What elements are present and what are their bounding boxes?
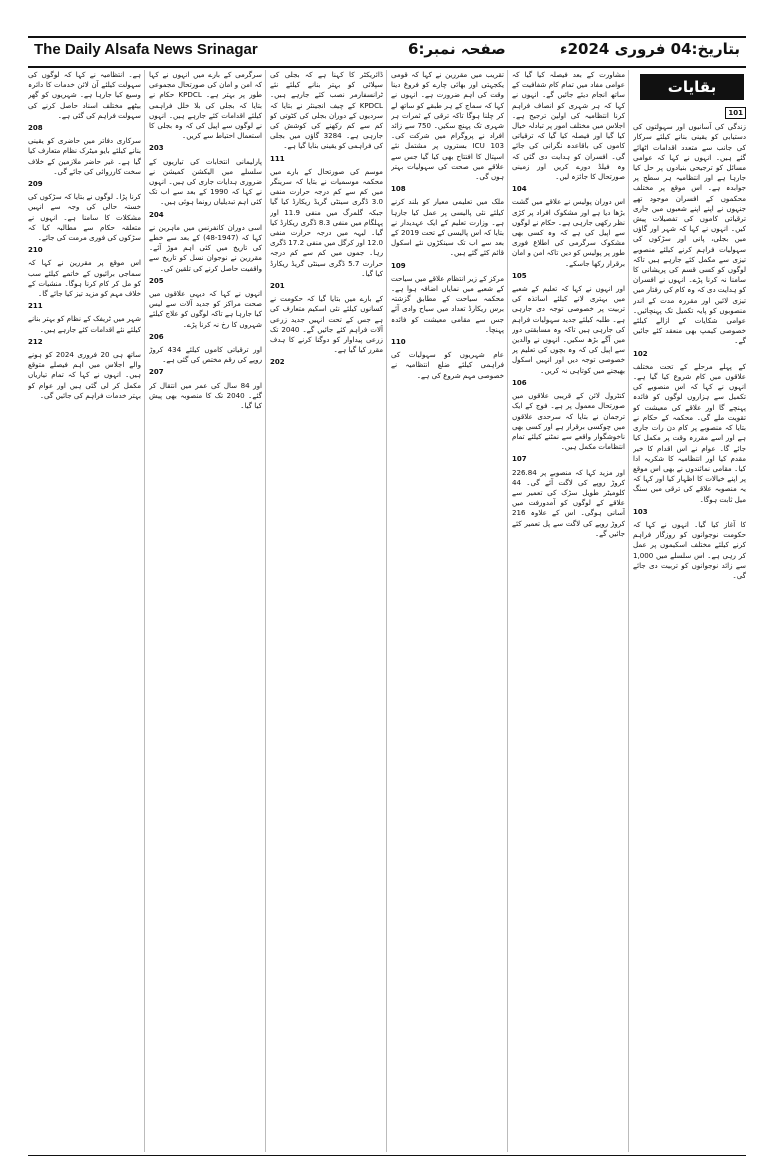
story-number: 110	[391, 338, 406, 347]
newspaper-name: The Daily Alsafa News Srinagar	[34, 41, 258, 58]
article-text: اور مزید کہا کہ منصوبے پر 226.84 کروڑ روپے کی لاگت آئے گی۔ 44 کلومیٹر طویل سڑک کی تعمیر سے علاقے کے لوگوں کو آمدورفت میں آسانی ہوگی۔ اس کے علاوہ 216 کروڑ روپے کی لاگت سے پل تعمیر کئے جائیں گے۔	[512, 467, 625, 538]
article-text: موسم کی صورتحال کے بارے میں محکمہ موسمیات نے بتایا کہ سرینگر میں کم سے کم درجہ حرارت منفی 3.0 ڈگری سینٹی گریڈ ریکارڈ کیا گیا جبکہ گلمرگ میں منفی 11.9 اور پہلگام میں منفی 8.3 ڈگری ریکارڈ کیا گیا۔ لیہہ میں درجہ حرارت منفی 12.0 اور کرگل میں منفی 17.2 ڈگری رہا۔ جموں میں کم سے کم درجہ حرارت 5.7 ڈگری سینٹی گریڈ ریکارڈ کیا گیا۔	[270, 166, 383, 278]
article-text: اس موقع پر مقررین نے کہا کہ سماجی برائیوں کے خاتمے کیلئے سب کو مل کر کام کرنا ہوگا۔ منشیات کے خلاف مہم کو مزید تیز کیا جائے گا۔	[28, 258, 141, 299]
page-number: صفحہ نمبر:6	[408, 40, 506, 58]
story-number: 211	[28, 302, 43, 311]
story-number: 209	[28, 180, 43, 189]
story-number: 101	[725, 107, 746, 119]
story-number: 105	[512, 271, 527, 280]
article-column-6	[28, 70, 141, 1152]
column-divider	[144, 70, 145, 1152]
story-number: 106	[512, 378, 527, 387]
article-column-1	[633, 106, 746, 1152]
article-column-2	[512, 70, 625, 1152]
article-text: کرنا پڑا۔ لوگوں نے بتایا کہ سڑکوں کی خستہ حالی کی وجہ سے انہیں مشکلات کا سامنا ہے۔ انہوں نے متعلقہ حکام سے مطالبہ کیا کہ سڑکوں کی فوری مرمت کی جائے۔	[28, 192, 141, 243]
column-divider	[386, 70, 387, 1152]
article-text: اور انہوں نے کہا کہ تعلیم کے شعبے میں بہتری لانے کیلئے اساتذہ کی تربیت پر خصوصی توجہ دی جارہی ہے۔ طلبہ کیلئے جدید سہولیات فراہم کی جارہی ہیں تاکہ وہ مسابقتی دور میں آگے بڑھ سکیں۔ انہوں نے والدین سے اپیل کی کہ وہ بچوں کی تعلیم پر خصوصی توجہ دیں اور انہیں اسکول بھیجنے میں کوتاہی نہ کریں۔	[512, 284, 625, 375]
article-text: ملک میں تعلیمی معیار کو بلند کرنے کیلئے نئی پالیسی پر عمل کیا جارہا ہے۔ وزارت تعلیم کے ایک عہدیدار نے بتایا کہ اس پالیسی کے تحت 2019 کے بعد سے اب تک سینکڑوں نئے اسکول قائم کئے گئے ہیں۔	[391, 197, 504, 258]
story-number: 104	[512, 185, 527, 194]
story-number: 207	[149, 368, 164, 377]
article-text: انہوں نے کہا کہ دیہی علاقوں میں صحت مراکز کو جدید آلات سے لیس کیا جارہا ہے تاکہ لوگوں کو علاج کیلئے شہروں کا رخ نہ کرنا پڑے۔	[149, 289, 262, 329]
article-text: پارلیمانی انتخابات کی تیاریوں کے سلسلے میں الیکشن کمیشن نے ضروری ہدایات جاری کی ہیں۔ انہوں نے کہا کہ 1990 کے بعد سے اب تک کئی اہم تبدیلیاں رونما ہوئی ہیں۔	[149, 156, 262, 207]
article-text: ساتھ ہی 20 فروری 2024 کو ہونے والے اجلاس میں اہم فیصلے متوقع ہیں۔ انہوں نے کہا کہ تمام تیاریاں مکمل کر لی گئی ہیں اور عوام کو بہتر خدمات فراہم کی جائیں گی۔	[28, 350, 141, 400]
story-number: 111	[270, 154, 285, 163]
publication-date: بتاریخ:04 فروری 2024ء	[559, 40, 740, 58]
column-divider	[628, 70, 629, 1152]
story-number: 203	[149, 144, 164, 153]
story-number: 102	[633, 349, 648, 358]
article-text: زندگی کی آسانیوں اور سہولتوں کی دستیابی کو یقینی بنانے کیلئے سرکار کی جانب سے متعدد اقدامات اٹھائے گئے ہیں۔ انہوں نے کہا کہ عوامی مسائل کو ترجیحی بنیادوں پر حل کیا جارہا ہے اور انتظامیہ ہر سطح پر جوابدہ ہے۔ اس موقع پر مختلف محکموں کے افسران موجود تھے جنہوں نے اپنے اپنے شعبوں میں جاری ترقیاتی کاموں کی تفصیلات پیش کیں۔ انہوں نے کہا کہ شہر اور گاؤں میں بجلی، پانی اور سڑکوں کی سہولیات فراہم کرنے کیلئے منصوبے تیزی سے مکمل کئے جارہے ہیں تاکہ لوگوں کو کسی قسم کی پریشانی کا سامنا نہ کرنا پڑے۔ انہوں نے افسران کو ہدایت دی کہ وہ کام کی رفتار میں تیزی لائیں اور مقررہ مدت کے اندر منصوبوں کو پایہ تکمیل تک پہنچائیں۔ عوامی شکایات کے ازالے کیلئے خصوصی کیمپ بھی منعقد کئے جائیں گے۔	[633, 122, 746, 346]
column-divider	[507, 70, 508, 1152]
story-number: 103	[633, 507, 648, 516]
story-number: 201	[270, 282, 285, 291]
article-text: شہر میں ٹریفک کے نظام کو بہتر بنانے کیلئے نئے اقدامات کئے جارہے ہیں۔	[28, 314, 141, 334]
bottom-rule	[28, 1155, 746, 1156]
story-number: 206	[149, 332, 164, 341]
newspaper-page	[28, 26, 746, 1156]
story-number: 205	[149, 276, 164, 285]
article-text: مشاورت کے بعد فیصلہ کیا گیا کہ عوامی مفاد میں تمام کام شفافیت کے ساتھ انجام دیئے جائیں گے۔ انہوں نے کہا کہ ہر شہری کو انصاف فراہم کرنا انتظامیہ کی اولین ترجیح ہے۔ اجلاس میں مختلف امور پر تبادلہ خیال کیا گیا اور فیصلہ کیا گیا کہ ترقیاتی کاموں کی باقاعدہ نگرانی کی جائے گی۔ افسران کو ہدایت دی گئی کہ وہ فیلڈ دورے کریں اور زمینی صورتحال کا جائزہ لیں۔	[512, 70, 625, 182]
masthead	[28, 36, 746, 68]
story-number: 109	[391, 261, 406, 270]
story-number: 212	[28, 337, 43, 346]
article-text: اس دوران پولیس نے علاقے میں گشت بڑھا دیا ہے اور مشکوک افراد پر کڑی نظر رکھی جارہی ہے۔ حکام نے لوگوں سے اپیل کی ہے کہ وہ کسی بھی مشکوک سرگرمی کی اطلاع فوری طور پر پولیس کو دیں تاکہ امن و امان برقرار رکھا جاسکے۔	[512, 197, 625, 268]
article-column-3	[391, 70, 504, 1152]
article-text: تقریب میں مقررین نے کہا کہ قومی یکجہتی اور بھائی چارے کو فروغ دینا وقت کی اہم ضرورت ہے۔ انہوں نے کہا کہ سماج کے ہر طبقے کو ساتھ لے کر چلنا ہوگا تاکہ ترقی کے ثمرات ہر شہری تک پہنچ سکیں۔ 750 سے زائد افراد نے پروگرام میں شرکت کی۔ ICU 103 بستروں پر مشتمل نئے اسپتال کا افتتاح بھی کیا گیا جس سے علاقے میں صحت کی سہولیات بہتر ہوں گی۔	[391, 70, 504, 182]
article-text: کنٹرول لائن کے قریبی علاقوں میں صورتحال معمول پر ہے۔ فوج کے ایک ترجمان نے بتایا کہ سرحدی علاقوں میں چوکسی برقرار ہے اور کسی بھی ناخوشگوار واقعے سے نمٹنے کیلئے تمام انتظامات مکمل ہیں۔	[512, 391, 625, 452]
story-number: 108	[391, 185, 406, 194]
article-text: اور 84 سال کی عمر میں انتقال کر گئے۔ 2040 تک کا منصوبہ بھی پیش کیا گیا۔	[149, 380, 262, 411]
article-text: ڈائریکٹر کا کہنا ہے کہ بجلی کی سپلائی کو بہتر بنانے کیلئے نئے ٹرانسفارمر نصب کئے جارہے ہیں۔ KPDCL کے چیف انجینئر نے بتایا کہ سردیوں کے دوران بجلی کی کٹوتی کو کم سے کم رکھنے کی کوشش کی جارہی ہے۔ 3284 گاؤں میں بجلی کی فراہمی کو یقینی بنایا گیا ہے۔	[270, 70, 383, 151]
article-column-4	[270, 70, 383, 1152]
story-number: 210	[28, 246, 43, 255]
article-text: اسی دوران کانفرنس میں ماہرین نے کہا کہ (1947-48) کے بعد سے خطے کی تاریخ میں کئی اہم موڑ آئے۔ مقررین نے نوجوان نسل کو تاریخ سے واقفیت حاصل کرنے کی تلقین کی۔	[149, 222, 262, 273]
article-text: کا آغاز کیا گیا۔ انہوں نے کہا کہ حکومت نوجوانوں کو روزگار فراہم کرنے کیلئے مختلف اسکیموں پر عمل کر رہی ہے۔ اس سلسلے میں 1,000 سے زائد نوجوانوں کو تربیت دی جائے گی۔	[633, 519, 746, 580]
section-banner: بقایات	[640, 74, 744, 100]
article-column-5	[149, 70, 262, 1152]
article-text: سرکاری دفاتر میں حاضری کو یقینی بنانے کیلئے بایو میٹرک نظام متعارف کیا گیا ہے۔ غیر حاضر ملازمین کے خلاف سخت کارروائی کی جائے گی۔	[28, 136, 141, 176]
article-text: سرگرمی کے بارے میں انہوں نے کہا کہ امن و امان کی صورتحال مجموعی طور پر بہتر ہے۔ KPDCL حکام نے بتایا کہ بجلی کی بلا خلل فراہمی کیلئے اقدامات کئے جارہے ہیں۔ انہوں نے لوگوں سے اپیل کی کہ وہ بجلی کا استعمال احتیاط سے کریں۔	[149, 70, 262, 141]
article-text: اور ترقیاتی کاموں کیلئے 434 کروڑ روپے کی رقم مختص کی گئی ہے۔	[149, 345, 262, 365]
story-number: 204	[149, 210, 164, 219]
story-number: 208	[28, 124, 43, 133]
story-number: 202	[270, 358, 285, 367]
article-text: مرکز کے زیر انتظام علاقے میں سیاحت کے شعبے میں نمایاں اضافہ ہوا ہے۔ محکمہ سیاحت کے مطابق گزشتہ برس ریکارڈ تعداد میں سیاح وادی آئے جس سے مقامی معیشت کو فائدہ پہنچا۔	[391, 273, 504, 334]
article-text: کے بارے میں بتایا گیا کہ حکومت نے کسانوں کیلئے نئی اسکیم متعارف کی ہے جس کے تحت انہیں جدید زرعی آلات فراہم کئے جائیں گے۔ 2040 تک زرعی پیداوار کو دوگنا کرنے کا ہدف مقرر کیا گیا ہے۔	[270, 294, 383, 355]
article-text: ہے۔ انتظامیہ نے کہا کہ لوگوں کی سہولت کیلئے آن لائن خدمات کا دائرہ وسیع کیا جارہا ہے۔ شہریوں کو گھر بیٹھے مختلف اسناد حاصل کرنے کی سہولت فراہم کی گئی ہے۔	[28, 70, 141, 120]
article-text: کے پہلے مرحلے کے تحت مختلف علاقوں میں کام شروع کیا گیا ہے۔ انہوں نے کہا کہ اس منصوبے کی تکمیل سے ہزاروں لوگوں کو فائدہ پہنچے گا اور علاقے کی معیشت کو تقویت ملے گی۔ محکمہ کے حکام نے بتایا کہ منصوبے پر کام دن رات جاری ہے اور اسے مقررہ وقت پر مکمل کیا جائے گا۔ عوام نے اس اقدام کا خیر مقدم کیا اور انتظامیہ کا شکریہ ادا کیا۔ مقامی نمائندوں نے بھی اس موقع پر اپنے خیالات کا اظہار کیا اور کہا کہ یہ منصوبہ علاقے کی ترقی میں سنگ میل ثابت ہوگا۔	[633, 361, 746, 504]
story-number: 107	[512, 455, 527, 464]
article-text: عام شہریوں کو سہولیات کی فراہمی کیلئے ضلع انتظامیہ نے خصوصی مہم شروع کی ہے۔	[391, 350, 504, 380]
column-divider	[265, 70, 266, 1152]
